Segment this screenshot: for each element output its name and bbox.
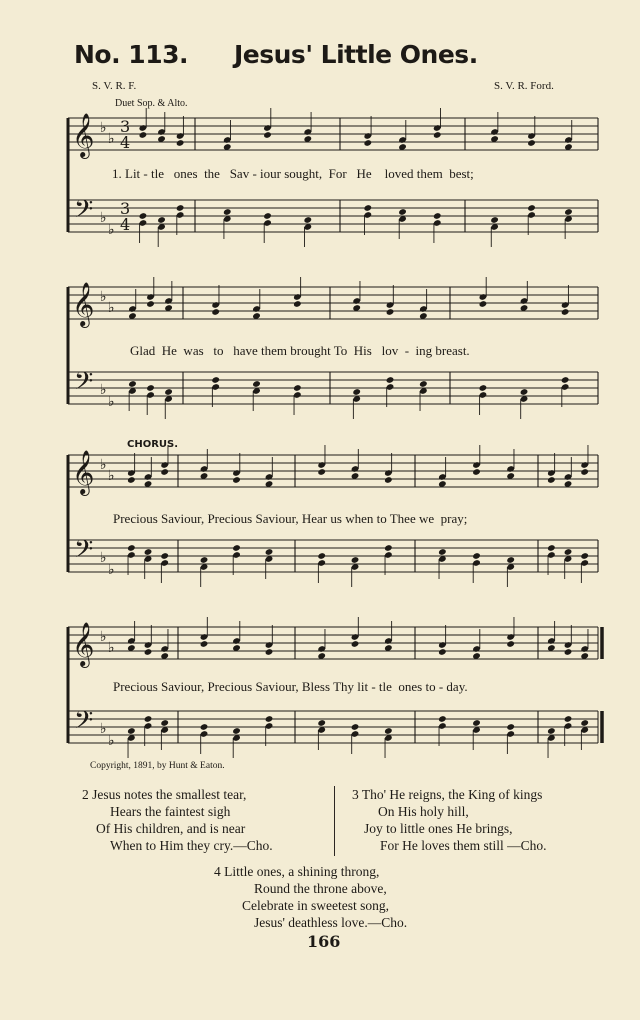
note-head [564,715,573,723]
hymn-title: Jesus' Little Ones. [234,40,478,69]
note-head [506,723,515,731]
note-head [176,204,185,212]
music-credit: S. V. R. Ford. [494,80,554,92]
time-signature-digit: 4 [120,215,131,234]
note-head [352,388,361,396]
lyric-line-4: Precious Saviour, Precious Saviour, Bless Thy lit - tle ones to - day. [113,679,468,694]
key-flat: ♭ [100,120,107,136]
key-flat: ♭ [100,289,107,305]
note-head [527,139,536,147]
page-number: 166 [307,932,341,951]
verse-2 [82,786,273,854]
note-head [506,556,515,564]
note-head [303,216,312,224]
note-head [564,208,573,216]
note-head [164,388,173,396]
note-head [561,376,570,384]
verse-2-line-2: Hears the faintest sigh [110,804,231,819]
verse-4-line-3: Celebrate in sweetest song, [242,898,389,913]
key-flat: ♭ [108,131,115,147]
note-head [472,552,481,560]
note-head [223,208,232,216]
verse-divider [334,786,335,856]
verse-3-line-4: For He loves them still —Cho. [380,838,547,853]
key-flat: ♭ [100,457,107,473]
hymn-number: No. 113. [74,40,188,69]
note-head [127,727,136,735]
note-head [561,308,570,316]
note-head [200,556,209,564]
key-flat: ♭ [108,640,115,656]
note-head [433,212,442,220]
note-head [252,380,261,388]
note-head [146,300,155,308]
note-head [128,380,137,388]
note-head [232,727,241,735]
lyric-line-3: Precious Saviour, Precious Saviour, Hear us when to Thee we pray; [113,511,468,526]
note-head [144,548,153,556]
note-head [127,544,136,552]
note-head [317,719,326,727]
note-head [351,556,360,564]
note-head [479,300,488,308]
note-head [527,204,536,212]
treble-clef: 𝄞 [72,282,95,326]
note-head [293,300,302,308]
key-flat: ♭ [108,300,115,316]
words-credit: S. V. R. F. [92,80,137,92]
treble-clef: 𝄞 [72,113,95,157]
verse-2-line-4: When to Him they cry.—Cho. [110,838,273,853]
note-head [547,476,556,484]
note-head [438,648,447,656]
treble-clef: 𝄞 [72,450,95,494]
verse-4-line-1: 4 Little ones, a shining throng, [214,864,380,879]
note-head [200,640,209,648]
time-signature-digit: 3 [120,199,131,218]
time-signature-digit: 4 [120,133,131,152]
bass-clef: 𝄢 [74,535,94,570]
key-flat: ♭ [100,629,107,645]
verse-2-line-3: Of His children, and is near [96,821,246,836]
note-head [232,544,241,552]
note-head [265,715,274,723]
note-head [479,384,488,392]
note-head [263,131,272,139]
note-head [580,552,589,560]
note-head [317,468,326,476]
note-head [433,131,442,139]
verse-4-line-4: Jesus' deathless love.—Cho. [254,915,408,930]
note-head [520,388,529,396]
note-head [384,727,393,735]
note-head [160,468,169,476]
note-head [386,376,395,384]
note-head [564,648,573,656]
note-head [580,468,589,476]
time-signature-digit: 3 [120,117,131,136]
note-head [351,723,360,731]
key-flat: ♭ [100,550,107,566]
key-flat: ♭ [108,733,115,749]
note-head [472,719,481,727]
note-head [146,384,155,392]
note-head [127,476,136,484]
chorus-label: CHORUS. [127,439,179,450]
note-head [157,216,166,224]
lyric-line-2: Glad He was to have them brought To His lov - ing breast. [130,343,470,358]
verse-2-line-1: 2 Jesus notes the smallest tear, [82,787,247,802]
note-head [419,380,428,388]
verse-3-line-1: 3 Tho' He reigns, the King of kings [352,787,543,802]
note-head [386,308,395,316]
note-head [293,384,302,392]
note-head [472,468,481,476]
copyright-notice: Copyright, 1891, by Hunt & Eaton. [90,761,225,771]
key-flat: ♭ [108,468,115,484]
verse-4-line-2: Round the throne above, [254,881,387,896]
performance-note: Duet Sop. & Alto. [115,98,188,109]
note-head [317,552,326,560]
note-head [363,139,372,147]
note-head [265,548,274,556]
note-head [144,715,153,723]
note-head [398,208,407,216]
note-head [438,548,447,556]
note-head [490,216,499,224]
key-flat: ♭ [108,222,115,238]
note-head [139,212,148,220]
note-head [564,548,573,556]
note-head [547,544,556,552]
key-flat: ♭ [100,382,107,398]
treble-clef: 𝄞 [72,622,95,666]
note-head [211,376,220,384]
bass-clef: 𝄢 [74,367,94,402]
note-head [211,308,220,316]
note-head [384,476,393,484]
note-head [580,719,589,727]
verse-3-line-3: Joy to little ones He brings, [364,821,513,836]
note-head [200,723,209,731]
key-flat: ♭ [108,562,115,578]
note-head [265,648,274,656]
note-head [139,131,148,139]
note-head [506,640,515,648]
note-head [547,727,556,735]
key-flat: ♭ [100,210,107,226]
note-head [160,552,169,560]
note-head [144,648,153,656]
bass-clef: 𝄢 [74,195,94,230]
note-head [351,640,360,648]
note-head [232,476,241,484]
lyric-line-1: 1. Lit - tle ones the Sav - iour sought, For He loved them best; [112,166,474,181]
note-head [176,139,185,147]
note-head [263,212,272,220]
key-flat: ♭ [100,721,107,737]
note-head [160,719,169,727]
note-head [363,204,372,212]
note-head [384,544,393,552]
verse-4 [214,863,407,931]
verse-3-line-2: On His holy hill, [378,804,469,819]
bass-clef: 𝄢 [74,706,94,741]
key-flat: ♭ [108,394,115,410]
verse-3 [352,786,547,854]
note-head [438,715,447,723]
